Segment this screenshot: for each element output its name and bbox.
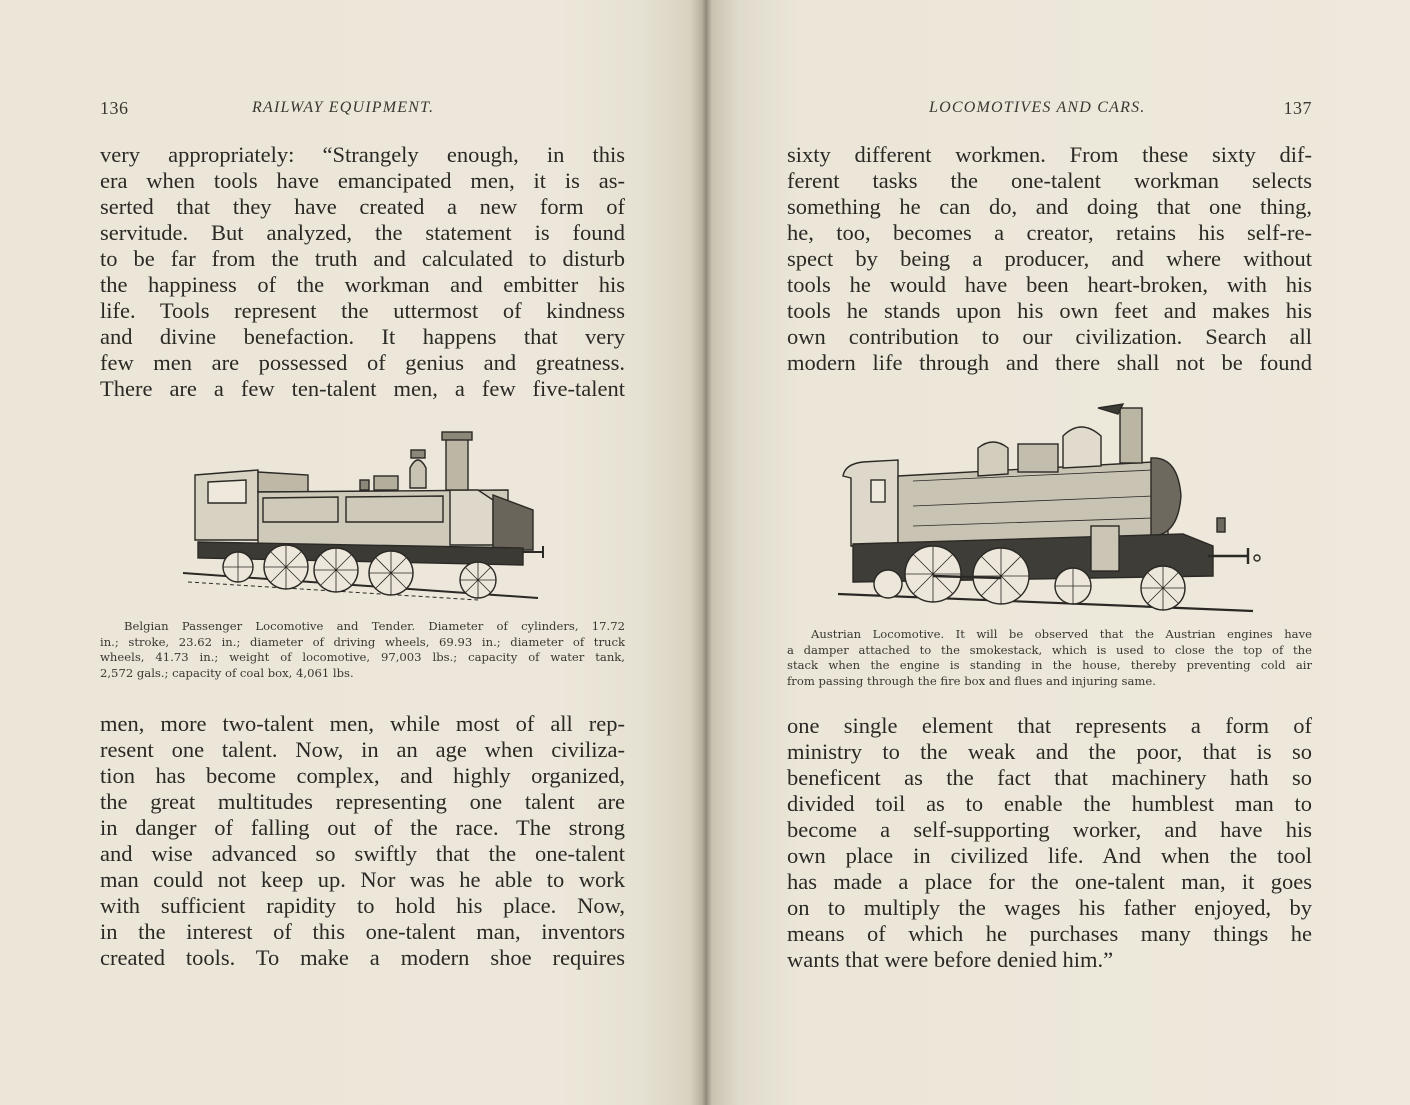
text-line: servitude. But analyzed, the statement is found [100,220,625,245]
text-line: means of which he purchases many things he [787,921,1312,946]
text-line: beneficent as the fact that machinery hath so [787,765,1312,790]
caption-line: Austrian Locomotive. It will be observed that the Austrian engines have [811,627,1312,641]
text-line: There are a few ten-talent men, a few five-talent [100,376,625,401]
text-line: resent one talent. Now, in an age when civiliza- [100,737,625,762]
text-line: he, too, becomes a creator, retains his self-re- [787,220,1312,245]
text-line: modern life through and there shall not be found [787,350,1312,375]
text-line: has made a place for the one-talent man, it goes [787,869,1312,894]
text-line: and wise advanced so swiftly that the one-talent [100,841,625,866]
text-line: in the interest of this one-talent man, inventors [100,919,625,944]
body-text-top [787,142,1312,376]
text-line: ferent tasks the one-talent workman selects [787,168,1312,193]
text-line: one single element that represents a form of [787,713,1312,738]
austrian-locomotive-illustration [833,396,1265,622]
figure-caption [787,627,1312,689]
text-line: very appropriately: “Strangely enough, in this [100,142,625,167]
right-page [705,0,1410,1105]
text-line: tion has become complex, and highly organized, [100,763,625,788]
locomotive-icon [178,430,558,610]
caption-line: stack when the engine is standing in the house, thereby preventing cold air [787,658,1312,673]
body-text-bottom [100,711,625,971]
text-line: men, more two-talent men, while most of all rep- [100,711,625,736]
running-head-title: LOCOMOTIVES AND CARS. [929,99,1146,116]
caption-line: Belgian Passenger Locomotive and Tender. Diameter of cylinders, 17.72 [124,619,625,633]
text-line: with sufficient rapidity to hold his place. Now, [100,893,625,918]
text-line: become a self-supporting worker, and have his [787,817,1312,842]
text-line: divided toil as to enable the humblest man to [787,791,1312,816]
page-number: 137 [1283,98,1312,118]
body-text-top [100,142,625,402]
figure-caption [100,619,625,681]
text-line: tools he would have been heart-broken, with his [787,272,1312,297]
locomotive-icon [833,396,1265,622]
text-line: tools he stands upon his own feet and makes his [787,298,1312,323]
text-line: in danger of falling out of the race. The strong [100,815,625,840]
caption-line: 2,572 gals.; capacity of coal box, 4,061 lbs. [100,665,354,680]
text-line: few men are possessed of genius and greatness. [100,350,625,375]
text-line: ministry to the weak and the poor, that is so [787,739,1312,764]
text-line: on to multiply the wages his father enjoyed, by [787,895,1312,920]
text-line: own place in civilized life. And when the tool [787,843,1312,868]
running-head [787,98,1312,122]
text-line: created tools. To make a modern shoe requires [100,945,625,970]
text-line: and divine benefaction. It happens that very [100,324,625,349]
belgian-locomotive-illustration [178,430,558,610]
text-line: wants that were before denied him.” [787,947,1114,972]
caption-line: wheels, 41.73 in.; weight of locomotive, 97,003 lbs.; capacity of water tank, [100,650,625,665]
text-line: sixty different workmen. From these sixty dif- [787,142,1312,167]
text-line: own contribution to our civilization. Search all [787,324,1312,349]
page-number: 136 [100,98,129,118]
caption-line: a damper attached to the smokestack, which is used to close the top of the [787,642,1312,657]
text-line: spect by being a producer, and where without [787,246,1312,271]
caption-line: in.; stroke, 23.62 in.; diameter of driving wheels, 69.93 in.; diameter of truck [100,634,625,649]
text-line: life. Tools represent the uttermost of kindness [100,298,625,323]
running-head [100,98,625,122]
caption-line: from passing through the fire box and flues and injuring same. [787,673,1156,688]
running-head-title: RAILWAY EQUIPMENT. [252,99,435,116]
text-line: to be far from the truth and calculated to disturb [100,246,625,271]
text-line: something he can do, and doing that one thing, [787,194,1312,219]
text-line: man could not keep up. Nor was he able to work [100,867,625,892]
text-line: serted that they have created a new form of [100,194,625,219]
text-line: era when tools have emancipated men, it is as- [100,168,625,193]
body-text-bottom [787,713,1312,973]
text-line: the happiness of the workman and embitter his [100,272,625,297]
text-line: the great multitudes representing one talent are [100,789,625,814]
